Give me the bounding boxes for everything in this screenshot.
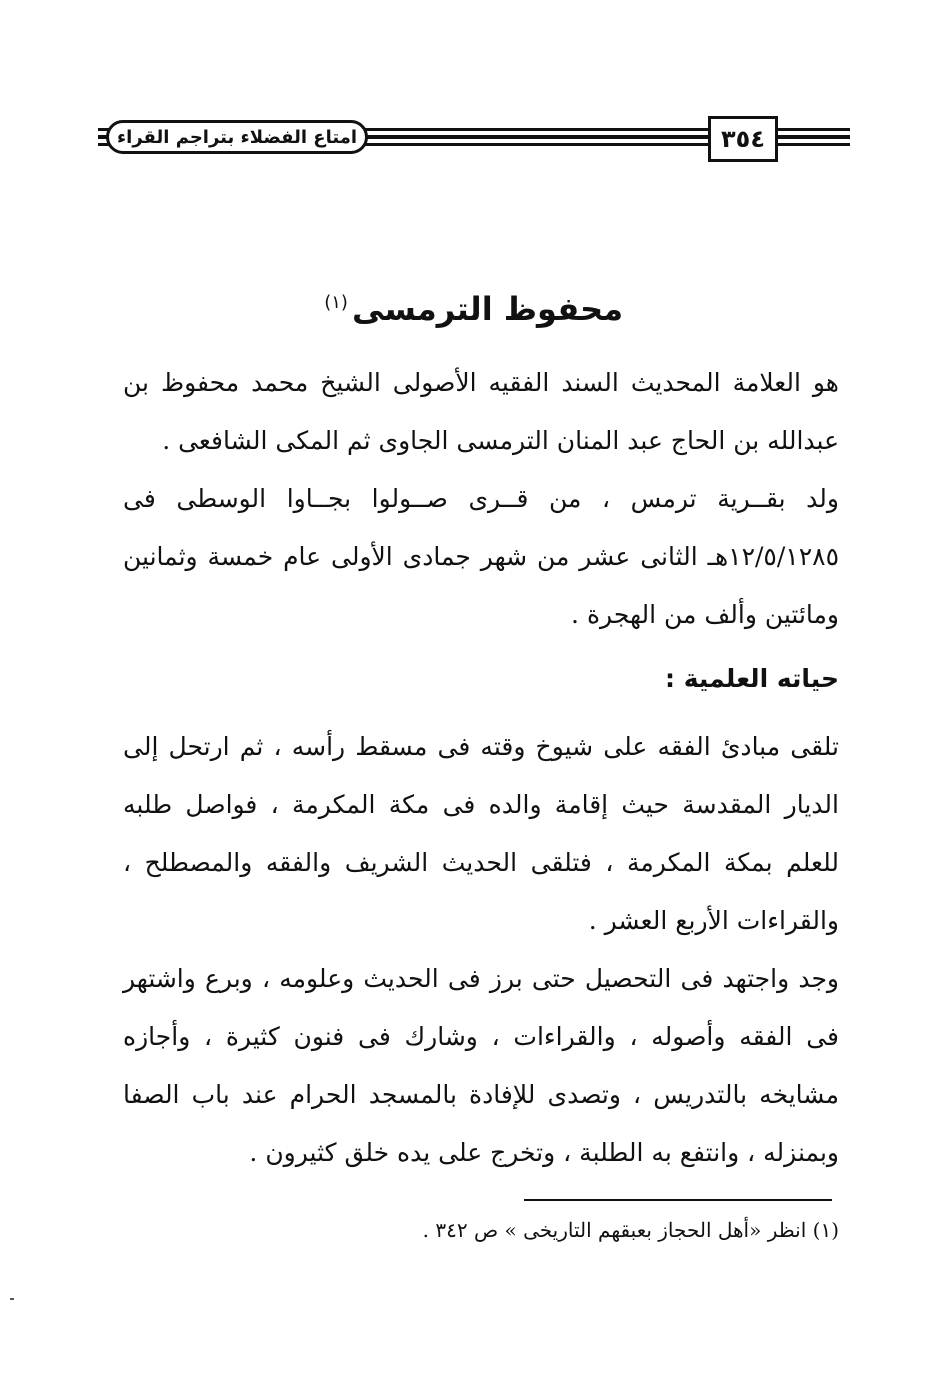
entry-heading-text: محفوظ الترمسى (351, 290, 623, 328)
footnote-reference: (١) (324, 292, 348, 314)
running-header (98, 116, 850, 162)
entry-heading (324, 290, 623, 328)
page-number: ٣٥٤ (708, 116, 778, 162)
footnote-divider (524, 1199, 832, 1201)
paragraph-achievements: وجد واجتهد فى التحصيل حتى برز فى الحديث وعلومه ، وبرع واشتهر فى الفقه وأصوله ، والقراءات ، وشارك فى فنون كثيرة ، وأجازه مشايخه بالتدريس ، وتصدى للإفادة بالمسجد الحرام عند باب الصفا وبمنزله ، وانتفع به الطلبة ، وتخرج على يده خلق كثيرون . (123, 964, 839, 1167)
footnote: (١) انظر «أهل الحجاز بعبقهم التاريخى » ص ٣٤٢ . (422, 1218, 839, 1242)
book-title: امتاع الفضلاء بتراجم القراء (106, 120, 368, 154)
scan-speck (10, 1298, 14, 1300)
paragraph-identity: هو العلامة المحديث السند الفقيه الأصولى الشيخ محمد محفوظ بن عبدالله بن الحاج عبد المنان الترمسى الجاوى ثم المكى الشافعى . (123, 368, 839, 455)
paragraph-birth: ولد بقــرية ترمس ، من قــرى صــولوا بجــاوا الوسطى فى ١٢/٥/١٢٨٥هـ الثانى عشر من شهر جمادى الأولى عام خمسة وثمانين ومائتين وألف من الهجرة . (123, 484, 839, 629)
paragraph-education: تلقى مبادئ الفقه على شيوخ وقته فى مسقط رأسه ، ثم ارتحل إلى الديار المقدسة حيث إقامة والده فى مكة المكرمة ، فواصل طلبه للعلم بمكة المكرمة ، فتلقى الحديث الشريف والفقه والمصطلح ، والقراءات الأربع العشر . (123, 732, 839, 935)
section-title: حياته العلمية : (665, 664, 839, 693)
